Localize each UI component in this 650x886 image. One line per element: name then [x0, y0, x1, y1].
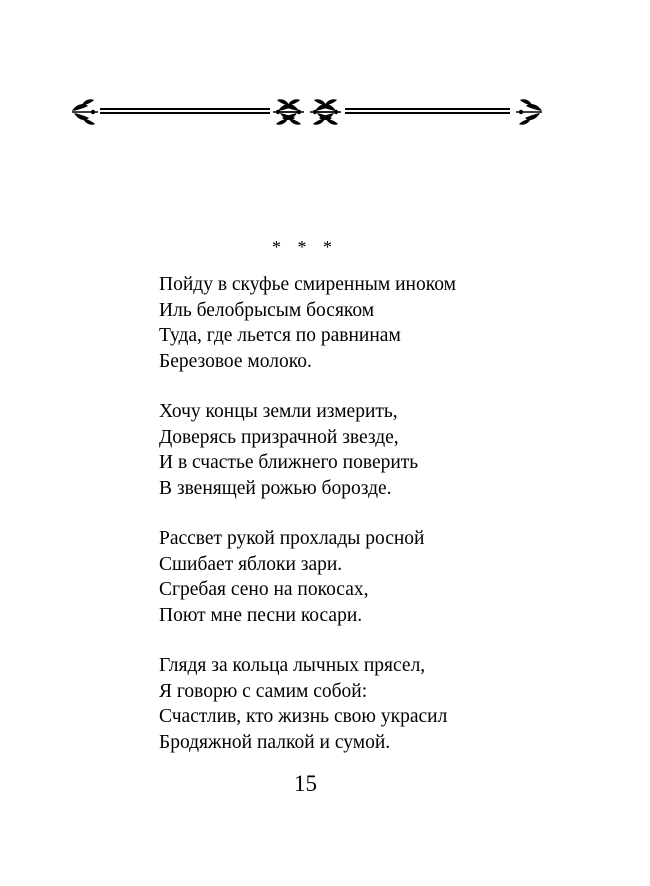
poem-line: Доверясь призрачной звезде,: [159, 426, 399, 448]
poem-line: Я говорю с самим собой:: [159, 680, 368, 702]
poem: [159, 272, 579, 780]
poem-line: В звенящей рожью борозде.: [159, 477, 392, 499]
section-separator: * * *: [272, 237, 332, 257]
poem-line: Сгребая сено на покосах,: [159, 579, 369, 600]
poem-line: Счастлив, кто жизнь свою украсил: [159, 706, 448, 727]
poem-line: Туда, где льется по равнинам: [159, 325, 401, 346]
poem-line: Хочу концы земли измерить,: [159, 401, 398, 422]
poem-line: И в счастье ближнего поверить: [159, 452, 419, 473]
poem-line: Рассвет рукой прохлады росной: [159, 528, 425, 549]
stanza: [159, 272, 579, 374]
page-number: 15: [294, 771, 317, 796]
poem-line: Глядя за кольца лычных прясел,: [159, 655, 426, 676]
leaf-vine-ornament-icon: [70, 97, 546, 127]
poem-line: Поют мне песни косари.: [159, 604, 363, 626]
stanza: [159, 399, 579, 501]
poem-line: Бродяжной палкой и сумой.: [159, 731, 391, 753]
poem-line: Березовое молоко.: [159, 350, 312, 372]
stanza: [159, 526, 579, 628]
poem-line: Пойду в скуфье смиренным иноком: [159, 274, 456, 295]
poem-line: Иль белобрысым босяком: [159, 299, 375, 321]
stanza: [159, 653, 579, 755]
poem-line: Сшибает яблоки зари.: [159, 553, 343, 575]
